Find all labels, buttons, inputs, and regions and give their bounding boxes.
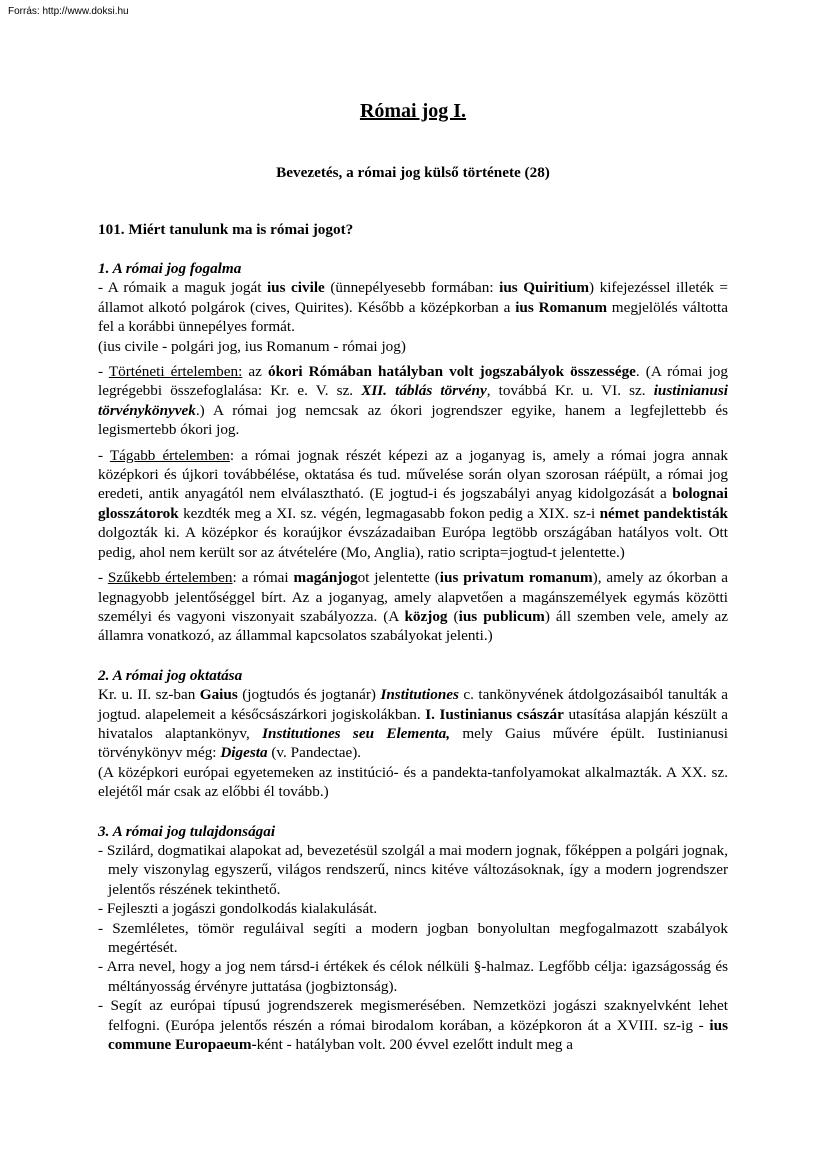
section-1-heading: 1. A római jog fogalma [98, 260, 242, 277]
section-2-heading: 2. A római jog oktatása [98, 666, 243, 684]
s1-paragraph-4: - Szűkebb értelemben: a római magánjogot jelentette (ius privatum romanum), amely az ókorban a legnagyobb jelentőséggel bírt. Az a joganyag, amely alapvetően a magánszemélyek egymás közötti személyi és vagyoni viszonyait szabályozza. (A közjog (ius publicum) áll szemben vele, amely az államra vonatkozó, az állammal kapcsolatos szabályokat jelenti.) [98, 569, 729, 645]
properties-list [98, 841, 728, 1054]
source-url: Forrás: http://www.doksi.hu [8, 6, 129, 17]
list-item: - Arra nevel, hogy a jog nem társd-i értékek és célok nélküli §-halmaz. Legfőbb célja: igazságosság és méltányosság érvényre juttatása (jogbiztonság). [98, 958, 728, 995]
s2-paragraph-2: (A középkori európai egyetemeken az institúció- és a pandekta-tanfolyamokat alkalmazták. A XX. sz. elejétől már csak az előbbi él tovább.) [98, 763, 728, 801]
list-item: - Szilárd, dogmatikai alapokat ad, bevezetésül szolgál a mai modern jognak, főképpen a polgári jognak, mely viszonylag egyszerű, világos rendszerű, nincs kitéve változásoknak, így a modern jogrendszer jelentős részének tekinthető. [98, 841, 728, 898]
question-heading: 101. Miért tanulunk ma is római jogot? [98, 221, 354, 238]
content [98, 259, 728, 1054]
s1-paragraph-2: - Történeti értelemben: az ókori Rómában hatályban volt jogszabályok összessége. (A római jog legrégebbi összefoglalása: Kr. e. V. sz. XII. táblás törvény, továbbá Kr. u. VI. sz. iustinianusi törvénykönyvek.) A római jog nemcsak az ókori jogrendszer egyike, hanem a legfejlettebb és legismertebb ókori jog. [98, 363, 729, 439]
list-item: - Szemléletes, tömör reguláival segíti a modern jogban bonyolultan megfogalmazott szabályok megértését. [98, 919, 728, 956]
s1-paragraph-1: - A rómaik a maguk jogát ius civile (ünnepélyesebb formában: ius Quiritium) kifejezéssel illeték = államot alkotó polgárok (cives, Quirites). Később a középkorban a ius Romanum megjelölés váltotta fel a korábbi ünnepélyes formát. [98, 279, 728, 336]
s1-paragraph-1b: (ius civile - polgári jog, ius Romanum - római jog) [98, 337, 406, 355]
s2-paragraph-1: Kr. u. II. sz-ban Gaius (jogtudós és jogtanár) Institutiones c. tankönyvének átdolgozásaiból tanulták a jogtud. alapelemeit a későcsászárkori jogiskolákban. I. Iustinianus császár utasítása alapján készült a hivatalos alaptankönyv, Institutiones seu Elementa, mely Gaius művére épült. Iustinianusi törvénykönyv még: Digesta (v. Pandectae). [98, 686, 729, 762]
list-item: - Segít az európai típusú jogrendszerek megismerésében. Nemzetközi jogászi szaknyelvként lehet felfogni. (Európa jelentős részén a római birodalom korában, a középkoron át a XVIII. sz-ig - ius commune Europaeum-ként - hatályban volt. 200 évvel ezelőtt indult meg a [98, 997, 728, 1054]
page-subtitle: Bevezetés, a római jog külső története (28) [276, 164, 550, 181]
section-3-heading: 3. A római jog tulajdonságai [98, 822, 276, 840]
s1-paragraph-3: - Tágabb értelemben: a római jognak részét képezi az a joganyag is, amely a római jogra annak középkori és újkori továbbélése, oktatása és tud. művelése során olyan szorosan ráépült, a római jog eredeti, antik anyagától nem elválasztható. (E jogtud-i és jogszabályi anyag kidolgozását a bolognai glosszátorok kezdték meg a XI. sz. végén, legmagasabb fokon pedig a XIX. sz-i német pandektisták dolgozták ki. A középkor és koraújkor évszázadaiban Európa legtöbb országában hatályos volt. Ott pedig, ahol nem került sor az átvételére (Mo, Anglia), ratio scripta=jogtud-t jelentette.) [98, 446, 729, 561]
page-title: Római jog I. [359, 100, 467, 122]
list-item: - Fejleszti a jogászi gondolkodás kialakulását. [98, 900, 378, 918]
